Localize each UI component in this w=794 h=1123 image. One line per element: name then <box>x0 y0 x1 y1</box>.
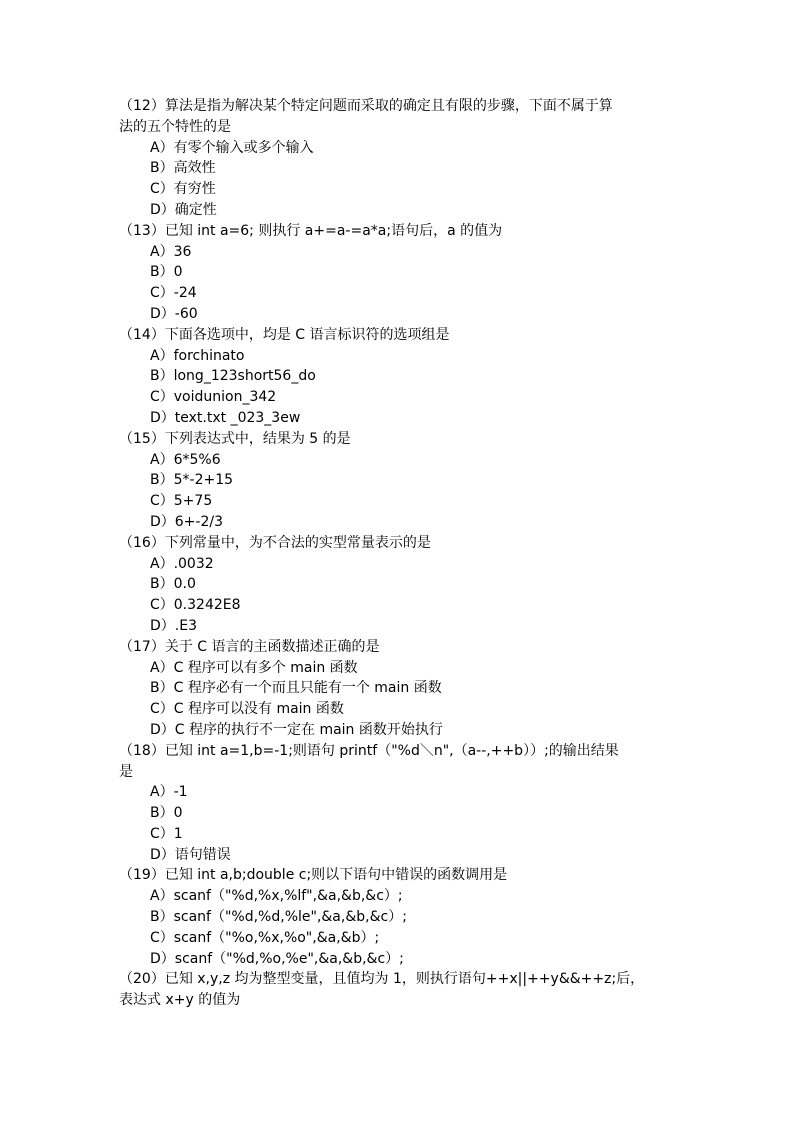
question-12-option-a: A）有零个输入或多个输入 <box>150 139 314 156</box>
question-14-option-a: A）forchinato <box>150 347 245 364</box>
question-19-option-a: A）scanf（"%d,%x,%lf",&a,&b,&c）; <box>150 888 403 905</box>
question-16-stem: （16）下列常量中，为不合法的实型常量表示的是 <box>119 534 431 551</box>
question-17-option-c: C）C 程序可以没有 main 函数 <box>150 701 344 718</box>
question-14-option-c: C）voidunion_342 <box>150 389 277 406</box>
question-16-option-b: B）0.0 <box>150 576 196 593</box>
question-19-option-b: B）scanf（"%d,%d,%le",&a,&b,&c）; <box>150 909 407 926</box>
question-15-stem: （15）下列表达式中，结果为 5 的是 <box>119 430 351 447</box>
question-18-stem-line-1: （18）已知 int a=1,b=-1;则语句 printf（"%d＼n",（a--,++b））;的输出结果 <box>119 742 619 759</box>
question-12-option-b: B）高效性 <box>150 160 216 177</box>
question-13-option-a: A）36 <box>150 243 192 260</box>
question-list <box>119 96 689 1011</box>
question-12-option-c: C）有穷性 <box>150 181 216 198</box>
question-18-option-b: B）0 <box>150 805 183 822</box>
question-15-option-a: A）6*5%6 <box>150 451 221 468</box>
question-19-option-d: D）scanf（"%d,%o,%e",&a,&b,&c）; <box>150 950 404 967</box>
question-20-stem-line-1: （20）已知 x,y,z 均为整型变量，且值均为 1，则执行语句++x||++y&&++z;后， <box>119 971 645 988</box>
question-12-stem-line-1: （12）算法是指为解决某个特定问题而采取的确定且有限的步骤，下面不属于算 <box>119 98 613 114</box>
question-18-option-c: C）1 <box>150 825 183 842</box>
question-14-option-d: D）text.txt _023_3ew <box>150 409 301 426</box>
question-16-option-c: C）0.3242E8 <box>150 597 241 614</box>
question-16-option-d: D）.E3 <box>150 617 197 634</box>
question-15-option-b: B）5*-2+15 <box>150 472 234 489</box>
question-17-option-d: D）C 程序的执行不一定在 main 函数开始执行 <box>150 721 443 738</box>
question-18-option-d: D）语句错误 <box>150 846 231 863</box>
question-12-option-d: D）确定性 <box>150 201 217 218</box>
question-19-stem: （19）已知 int a,b;double c;则以下语句中错误的函数调用是 <box>119 867 508 884</box>
question-13-option-d: D）-60 <box>150 305 198 322</box>
question-17-option-b: B）C 程序必有一个而且只能有一个 main 函数 <box>150 680 442 697</box>
question-16-option-a: A）.0032 <box>150 555 214 572</box>
question-14-option-b: B）long_123short56_do <box>150 368 316 385</box>
question-17-stem: （17）关于 C 语言的主函数描述正确的是 <box>119 638 380 655</box>
question-17-option-a: A）C 程序可以有多个 main 函数 <box>150 659 358 676</box>
question-14-stem: （14）下面各选项中，均是 C 语言标识符的选项组是 <box>119 326 450 343</box>
question-18-stem-line-2: 是 <box>119 763 133 780</box>
question-15-option-d: D）6+-2/3 <box>150 513 224 530</box>
question-13-option-c: C）-24 <box>150 285 197 302</box>
question-13-stem: （13）已知 int a=6; 则执行 a+=a-=a*a;语句后，a 的值为 <box>119 222 503 239</box>
question-18-option-a: A）-1 <box>150 784 188 801</box>
question-13-option-b: B）0 <box>150 264 183 281</box>
question-15-option-c: C）5+75 <box>150 493 213 510</box>
question-20-stem-line-2: 表达式 x+y 的值为 <box>119 992 241 1009</box>
question-12-stem-line-2: 法的五个特性的是 <box>119 118 231 135</box>
question-19-option-c: C）scanf（"%o,%x,%o",&a,&b）; <box>150 929 380 946</box>
